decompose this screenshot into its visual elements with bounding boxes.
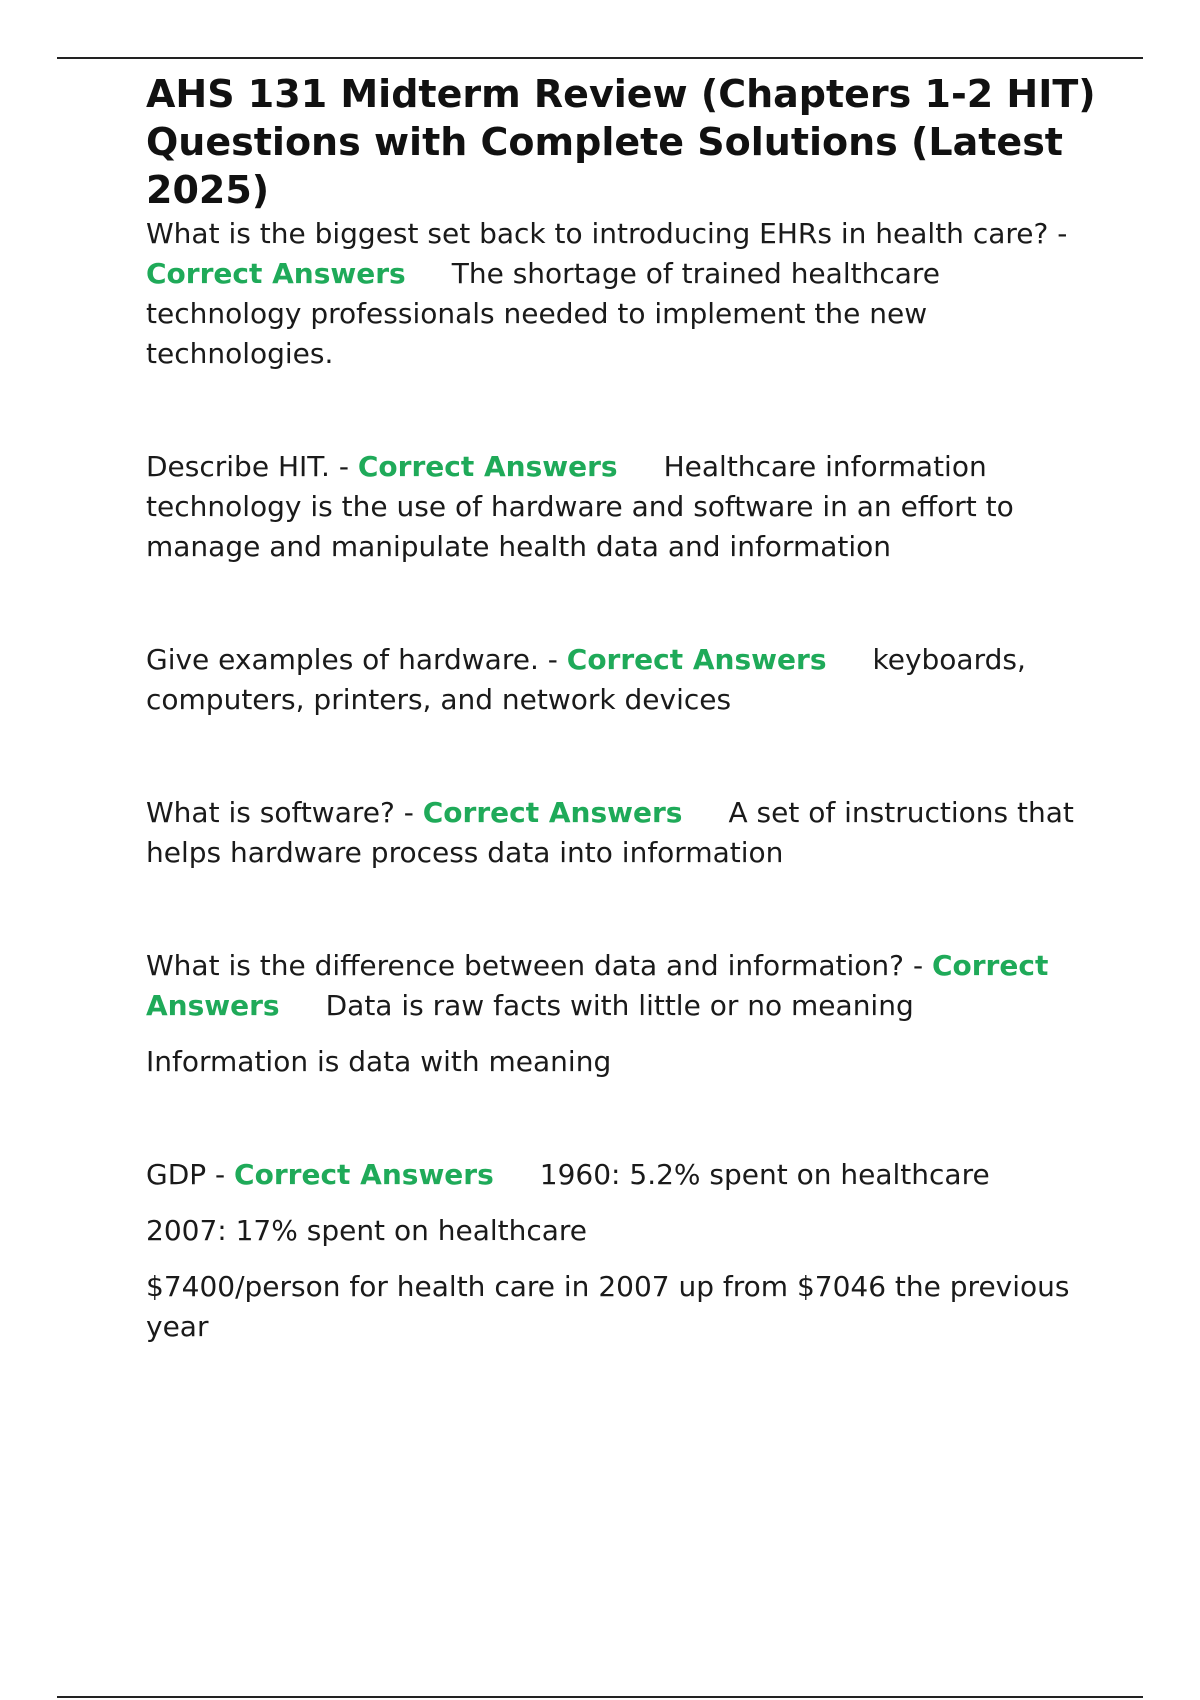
question-text: Describe HIT. -	[146, 450, 358, 483]
qa-paragraph	[146, 214, 1096, 374]
answer-text: keyboards, computers, printers, and network devices	[146, 643, 1026, 716]
question-text: What is the biggest set back to introducing EHRs in health care? -	[146, 217, 1068, 250]
qa-paragraph	[146, 946, 1096, 1026]
question-text: What is the difference between data and information? -	[146, 949, 932, 982]
correct-answers-label: Correct Answers	[357, 450, 618, 483]
correct-answers-label: Correct Answers	[146, 257, 406, 290]
qa-item	[146, 640, 1096, 720]
answer-text: Healthcare information technology is the use of hardware and software in an effort to manage and manipulate health data and information	[146, 450, 1014, 563]
bottom-rule	[57, 1696, 1143, 1698]
qa-paragraph	[146, 447, 1096, 567]
question-text: Give examples of hardware. -	[146, 643, 567, 676]
question-text: GDP -	[146, 1158, 235, 1191]
top-rule	[57, 57, 1143, 59]
document-body	[146, 70, 1096, 1347]
qa-item	[146, 1155, 1096, 1347]
correct-answers-label: Correct Answers	[566, 643, 827, 676]
document-title: AHS 131 Midterm Review (Chapters 1-2 HIT) Questions with Complete Solutions (Latest 2025)	[146, 72, 1096, 212]
correct-answers-label: Correct Answers	[234, 1158, 494, 1191]
answer-continuation: Information is data with meaning	[146, 1045, 612, 1078]
qa-item	[146, 793, 1096, 873]
correct-answers-label: Correct Answers	[422, 796, 683, 829]
answer-text: A set of instructions that helps hardware process data into information	[146, 796, 1074, 869]
correct-answers-label: Correct Answers	[146, 949, 1049, 1022]
answer-continuation: 2007: 17% spent on healthcare	[146, 1214, 588, 1247]
qa-paragraph	[146, 793, 1096, 873]
answer-text: Data is raw facts with little or no meaning	[325, 989, 914, 1022]
qa-item	[146, 214, 1096, 374]
qa-paragraph	[146, 640, 1096, 720]
answer-continuation: $7400/person for health care in 2007 up from $7046 the previous year	[146, 1270, 1070, 1343]
answer-text: The shortage of trained healthcare technology professionals needed to implement the new technologies.	[146, 257, 940, 370]
question-text: What is software? -	[146, 796, 423, 829]
qa-item	[146, 946, 1096, 1082]
qa-paragraph	[146, 1155, 1096, 1195]
qa-item	[146, 447, 1096, 567]
answer-text: 1960: 5.2% spent on healthcare	[539, 1158, 990, 1191]
